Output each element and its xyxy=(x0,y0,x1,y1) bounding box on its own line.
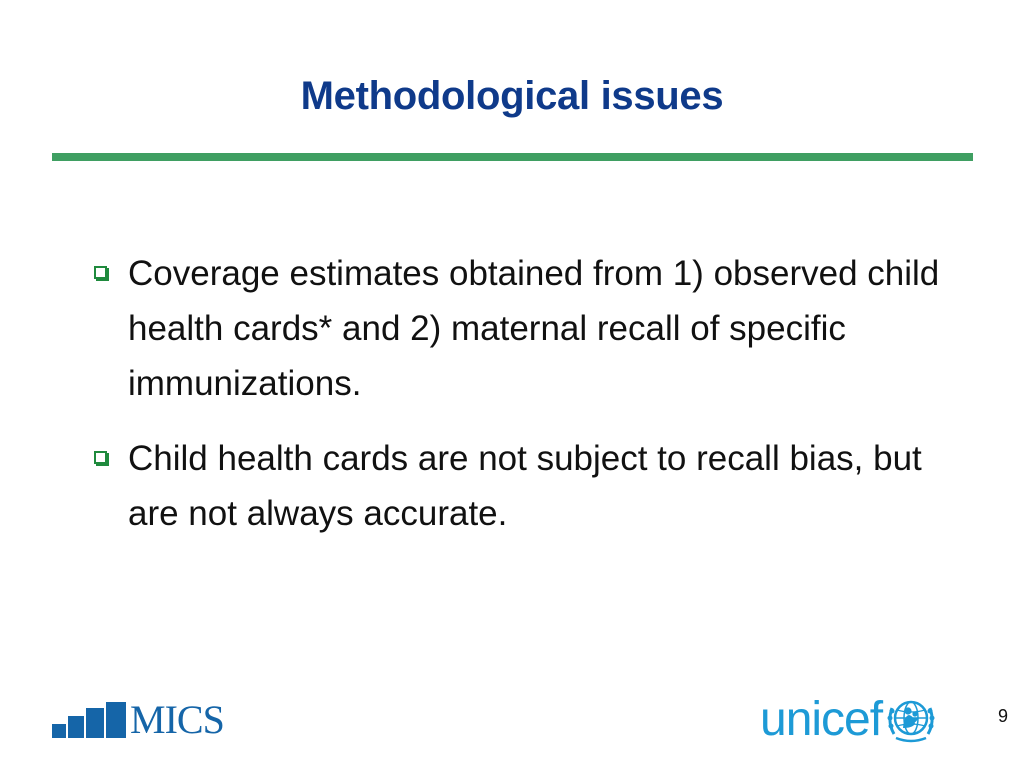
mics-logo-text: MICS xyxy=(130,697,224,742)
bullet-item xyxy=(90,246,980,411)
unicef-globe-emblem-icon xyxy=(884,694,938,746)
page-number: 9 xyxy=(998,706,1009,726)
mics-logo xyxy=(52,697,224,742)
bullet-item xyxy=(90,431,980,541)
checkbox-bullet-icon xyxy=(94,451,107,464)
mics-bars-icon xyxy=(52,702,128,738)
title-divider xyxy=(52,153,973,161)
unicef-logo-text: unicef xyxy=(760,693,883,746)
bullet-text: Coverage estimates obtained from 1) observed child health cards* and 2) maternal recall of specific immunizations. xyxy=(128,254,940,403)
unicef-logo xyxy=(760,694,938,746)
checkbox-bullet-icon xyxy=(94,266,107,279)
bullet-text: Child health cards are not subject to recall bias, but are not always accurate. xyxy=(128,439,922,533)
slide-title: Methodological issues xyxy=(300,74,724,118)
bullet-list xyxy=(90,246,980,561)
